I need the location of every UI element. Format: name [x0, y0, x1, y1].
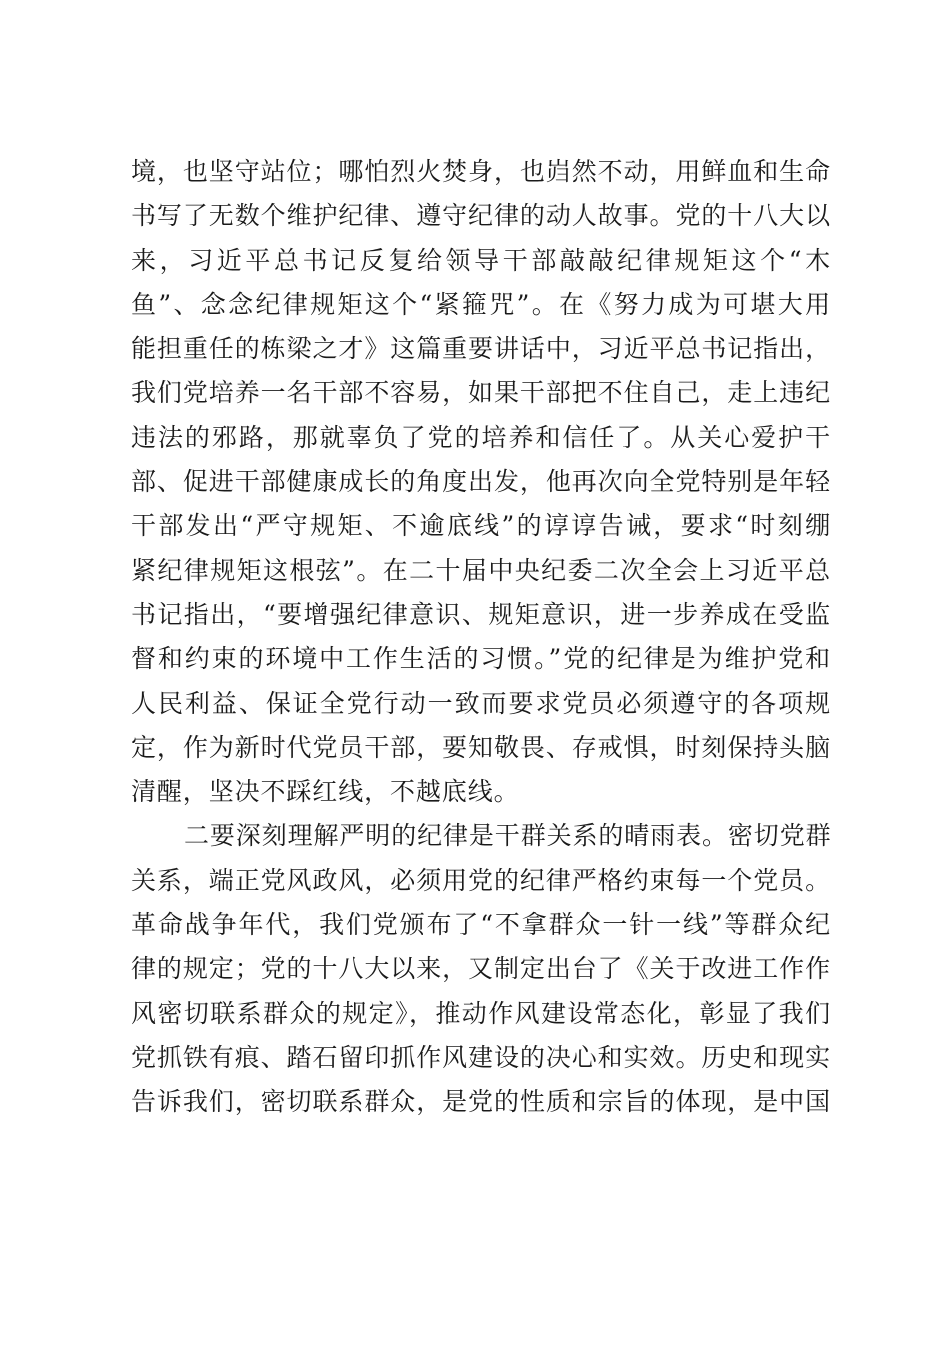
text-line: 人民利益、保证全党行动一致而要求党员必须遵守的各项规 — [131, 688, 831, 718]
text-line: 革命战争年代，我们党颁布了“不拿群众一针一线”等群众纪 — [131, 910, 831, 940]
text-line: 来，习近平总书记反复给领导干部敲敲纪律规矩这个“木 — [131, 245, 831, 275]
text-line: 党抓铁有痕、踏石留印抓作风建设的决心和实效。历史和现实 — [131, 1042, 831, 1072]
text-line: 境，也坚守站位；哪怕烈火焚身，也岿然不动，用鲜血和生命 — [131, 157, 831, 186]
text-line: 律的规定；党的十八大以来，又制定出台了《关于改进工作作 — [131, 954, 831, 984]
text-line: 部、促进干部健康成长的角度出发，他再次向全党特别是年轻 — [131, 467, 831, 497]
text-line: 督和约束的环境中工作生活的习惯。”党的纪律是为维护党和 — [131, 644, 831, 674]
text-line: 告诉我们，密切联系群众，是党的性质和宗旨的体现，是中国 — [131, 1087, 831, 1117]
text-line: 干部发出“严守规矩、不逾底线”的谆谆告诫，要求“时刻绷 — [131, 511, 831, 541]
text-line: 风密切联系群众的规定》，推动作风建设常态化，彰显了我们 — [131, 998, 831, 1028]
body-text — [131, 150, 831, 1125]
text-line: 书记指出，“要增强纪律意识、规矩意识，进一步养成在受监 — [131, 599, 831, 629]
text-line: 违法的邪路，那就辜负了党的培养和信任了。从关心爱护干 — [131, 422, 831, 452]
text-line: 我们党培养一名干部不容易，如果干部把不住自己，走上违纪 — [131, 378, 831, 408]
text-line: 关系，端正党风政风，必须用党的纪律严格约束每一个党员。 — [131, 865, 831, 895]
text-line: 定，作为新时代党员干部，要知敬畏、存戒惧，时刻保持头脑 — [131, 732, 831, 762]
paragraph-end-line: 清醒，坚决不踩红线，不越底线。 — [131, 777, 520, 807]
text-line: 鱼”、念念纪律规矩这个“紧箍咒”。在《努力成为可堪大用 — [131, 289, 831, 319]
text-line: 书写了无数个维护纪律、遵守纪律的动人故事。党的十八大以 — [131, 201, 831, 231]
paragraph-start-line: 二要深刻理解严明的纪律是干群关系的晴雨表。密切党群 — [184, 821, 832, 851]
text-line: 能担重任的栋梁之才》这篇重要讲话中，习近平总书记指出， — [131, 334, 831, 364]
text-line: 紧纪律规矩这根弦”。在二十届中央纪委二次全会上习近平总 — [131, 555, 831, 585]
